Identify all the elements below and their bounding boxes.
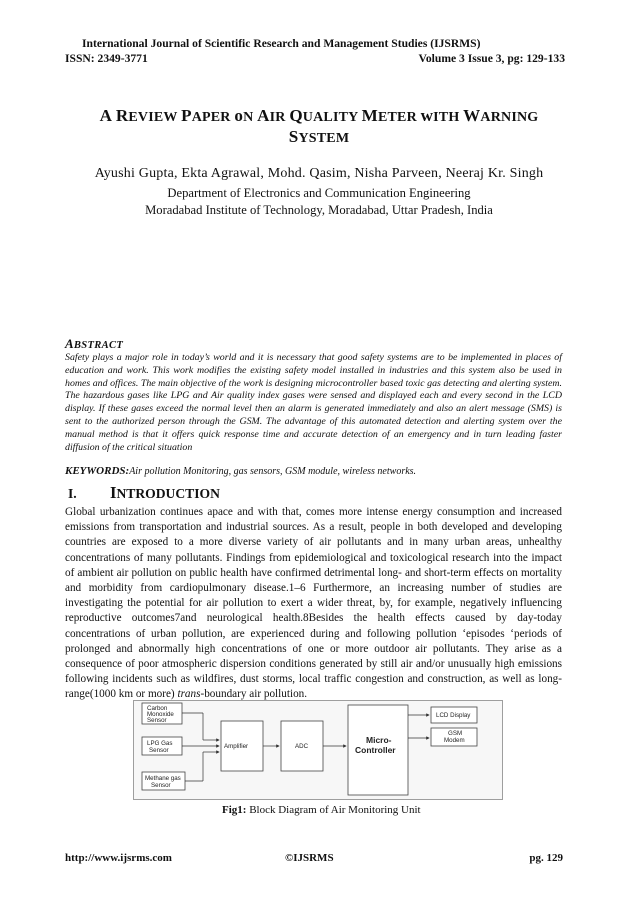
gsm-label-2: Modem — [444, 737, 465, 744]
mcu-label-2: Controller — [355, 745, 396, 755]
methane-sensor-label-1: Methane gas — [145, 775, 181, 782]
co-sensor-label-2: Monoxide — [147, 711, 174, 718]
introduction-italic: trans- — [177, 688, 205, 701]
introduction-paragraph: Global urbanization continues apace and with that, comes more intense energy consumption and increased emissions from transportation and industrial sources. As a result, people in both developed and developing countries are exposed to a more diverse variety of air pollutants and in many urban areas, unhealthy concentrations of many pollutants. Findings from epidemiological and toxicological research into the impact of ambient air pollution on public health have confirmed detrimental long- and short-term effects on mortality and morbidity from cardiopulmonary disease.1–6 Furthermore, an increasing number of studies are investigating the potential for air pollution to exert a wider threat, by, for example, negatively influencing reproductive outcomes7and neurological health.8Besides the health effects caused by day-today concentrations of urban pollution, are experienced during and following pollution ‘episodes ‘periods of prolonged and abnormally high concentrations of one or more outdoor air pollutants. They arise as a consequence of poor atmospheric dispersion conditions generated by still air and/or unusually high emissions following incidents such as wildfires, dust storms, local traffic congestion and construction, as well as long-range(1000 km or more) — [65, 506, 562, 701]
paper-title-line-2: SYSTEM — [288, 127, 350, 146]
co-sensor-label-3: Sensor — [147, 717, 167, 724]
gsm-label-1: GSM — [448, 730, 463, 737]
authors: Ayushi Gupta, Ekta Agrawal, Mohd. Qasim, Nisha Parveen, Neeraj Kr. Singh — [94, 166, 544, 181]
abstract-heading: ABSTRACT — [65, 336, 124, 351]
lpg-sensor-label-1: LPG Gas — [147, 740, 173, 747]
introduction-end: boundary air pollution. — [204, 688, 308, 701]
footer-url: http://www.ijsrms.com — [65, 852, 172, 864]
block-diagram — [133, 700, 503, 800]
volume-info: Volume 3 Issue 3, pg: 129-133 — [418, 52, 565, 65]
journal-name: International Journal of Scientific Research and Management Studies (IJSRMS) — [82, 37, 481, 50]
issn: ISSN: 2349-3771 — [65, 52, 148, 65]
amplifier-label: Amplifier — [224, 743, 249, 750]
figure-caption-label: Fig1: — [222, 804, 247, 816]
paper-title-line-1: A REVIEW PAPER oN AIR QUALITY METER wITH WARNING — [99, 106, 539, 125]
figure-caption-text: Block Diagram of Air Monitoring Unit — [246, 804, 421, 816]
footer-page-number: pg. 129 — [529, 852, 563, 864]
adc-label: ADC — [295, 743, 309, 750]
affiliation-institute: Moradabad Institute of Technology, Moradabad, Uttar Pradesh, India — [145, 203, 493, 217]
abstract-text: Safety plays a major role in today’s world and it is necessary that good safety systems are to be implemented in places of education and work. This work modifies the existing safety model installed in industries and this system also be used in homes and offices. The main objective of the work is designing microcontroller based toxic gas detecting and alerting system. The hazardous gases like LPG and Air quality index gases were sensed and displayed each and every second in the LCD display. If these gases exceed the normal level then an alarm is generated immediately and also an alert message (SMS) is sent to the authorized person through the GSM. The advantage of this automated detection and alerting system over the manual method is that it offers quick response time and accurate detection of an emergency and in turn leading faster diffusion of the critical situation — [65, 352, 562, 453]
lcd-label: LCD Display — [436, 712, 471, 719]
section-title: INTRODUCTION — [110, 483, 220, 502]
keywords-label: KEYWORDS: — [65, 465, 130, 477]
keywords-text: Air pollution Monitoring, gas sensors, GSM module, wireless networks. — [129, 466, 417, 477]
keywords — [65, 465, 416, 477]
footer-copyright: ©IJSRMS — [285, 852, 334, 864]
section-number: I. — [68, 486, 77, 501]
co-sensor-label-1: Carbon — [147, 705, 168, 712]
affiliation-department: Department of Electronics and Communication Engineering — [167, 186, 471, 200]
mcu-label-1: Micro- — [366, 735, 392, 745]
block-diagram-figure — [133, 700, 503, 800]
lpg-sensor-label-2: Sensor — [149, 747, 169, 754]
figure-caption — [222, 804, 421, 816]
introduction-text — [65, 505, 562, 703]
methane-sensor-label-2: Sensor — [151, 782, 171, 789]
section-heading-introduction — [68, 483, 220, 503]
